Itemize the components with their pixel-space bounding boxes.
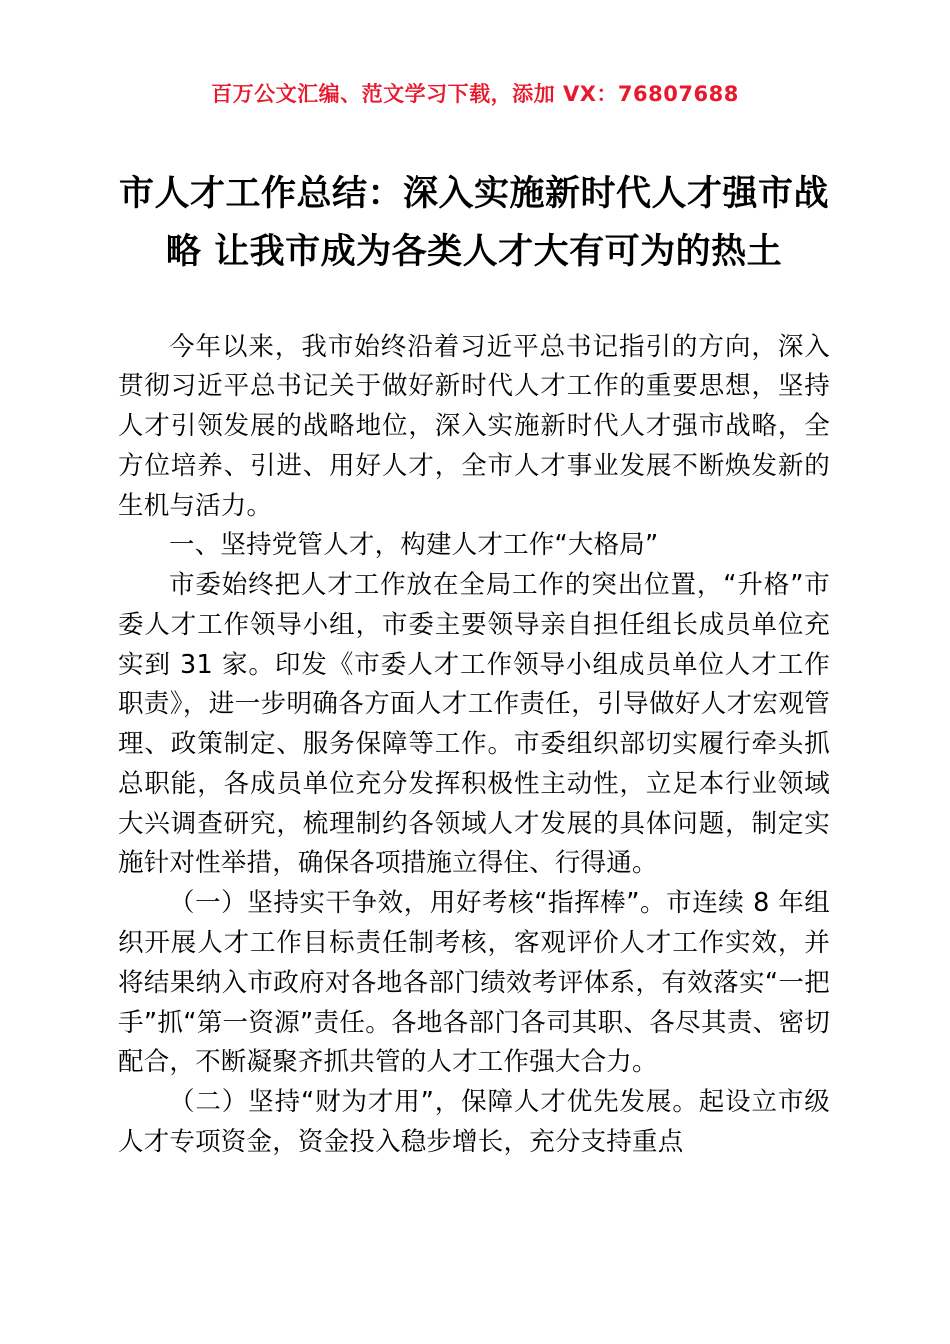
paragraph: （一）坚持实干争效，用好考核“指挥棒”。市连续 8 年组织开展人才工作目标责任制考核，客观评价人才工作实效，并将结果纳入市政府对各地各部门绩效考评体系，有效落实“一把手”抓“第一资源”责任。各地各部门各司其职、各尽其责、密切配合，不断凝聚齐抓共管的人才工作强大合力。 [118,888,830,1078]
paragraph: 市委始终把人才工作放在全局工作的突出位置，“升格”市委人才工作领导小组，市委主要领导亲自担任组长成员单位充实到 31 家。印发《市委人才工作领导小组成员单位人才工作职责》，进一步明确各方面人才工作责任，引导做好人才宏观管理、政策制定、服务保障等工作。市委组织部切实履行牵头抓总职能，各成员单位充分发挥积极性主动性，立足本行业领域大兴调查研究，梳理制约各领域人才发展的具体问题，制定实施针对性举措，确保各项措施立得住、行得通。 [118,570,830,879]
paragraph: 一、坚持党管人才，构建人才工作“大格局” [169,530,659,561]
paragraph: （二）坚持“财为才用”，保障人才优先发展。起设立市级人才专项资金，资金投入稳步增长，充分支持重点 [118,1087,830,1157]
watermark-text: 百万公文汇编、范文学习下载，添加 VX：76807688 [211,82,739,106]
document-body [0,166,950,1163]
page-title: 市人才工作总结：深入实施新时代人才强市战略 让我市成为各类人才大有可为的热土 [118,174,829,272]
paragraph: 今年以来，我市始终沿着习近平总书记指引的方向，深入贯彻习近平总书记关于做好新时代人才工作的重要思想，坚持人才引领发展的战略地位，深入实施新时代人才强市战略，全方位培养、引进、用好人才，全市人才事业发展不断焕发新的生机与活力。 [118,331,830,521]
document-content [118,328,830,1163]
